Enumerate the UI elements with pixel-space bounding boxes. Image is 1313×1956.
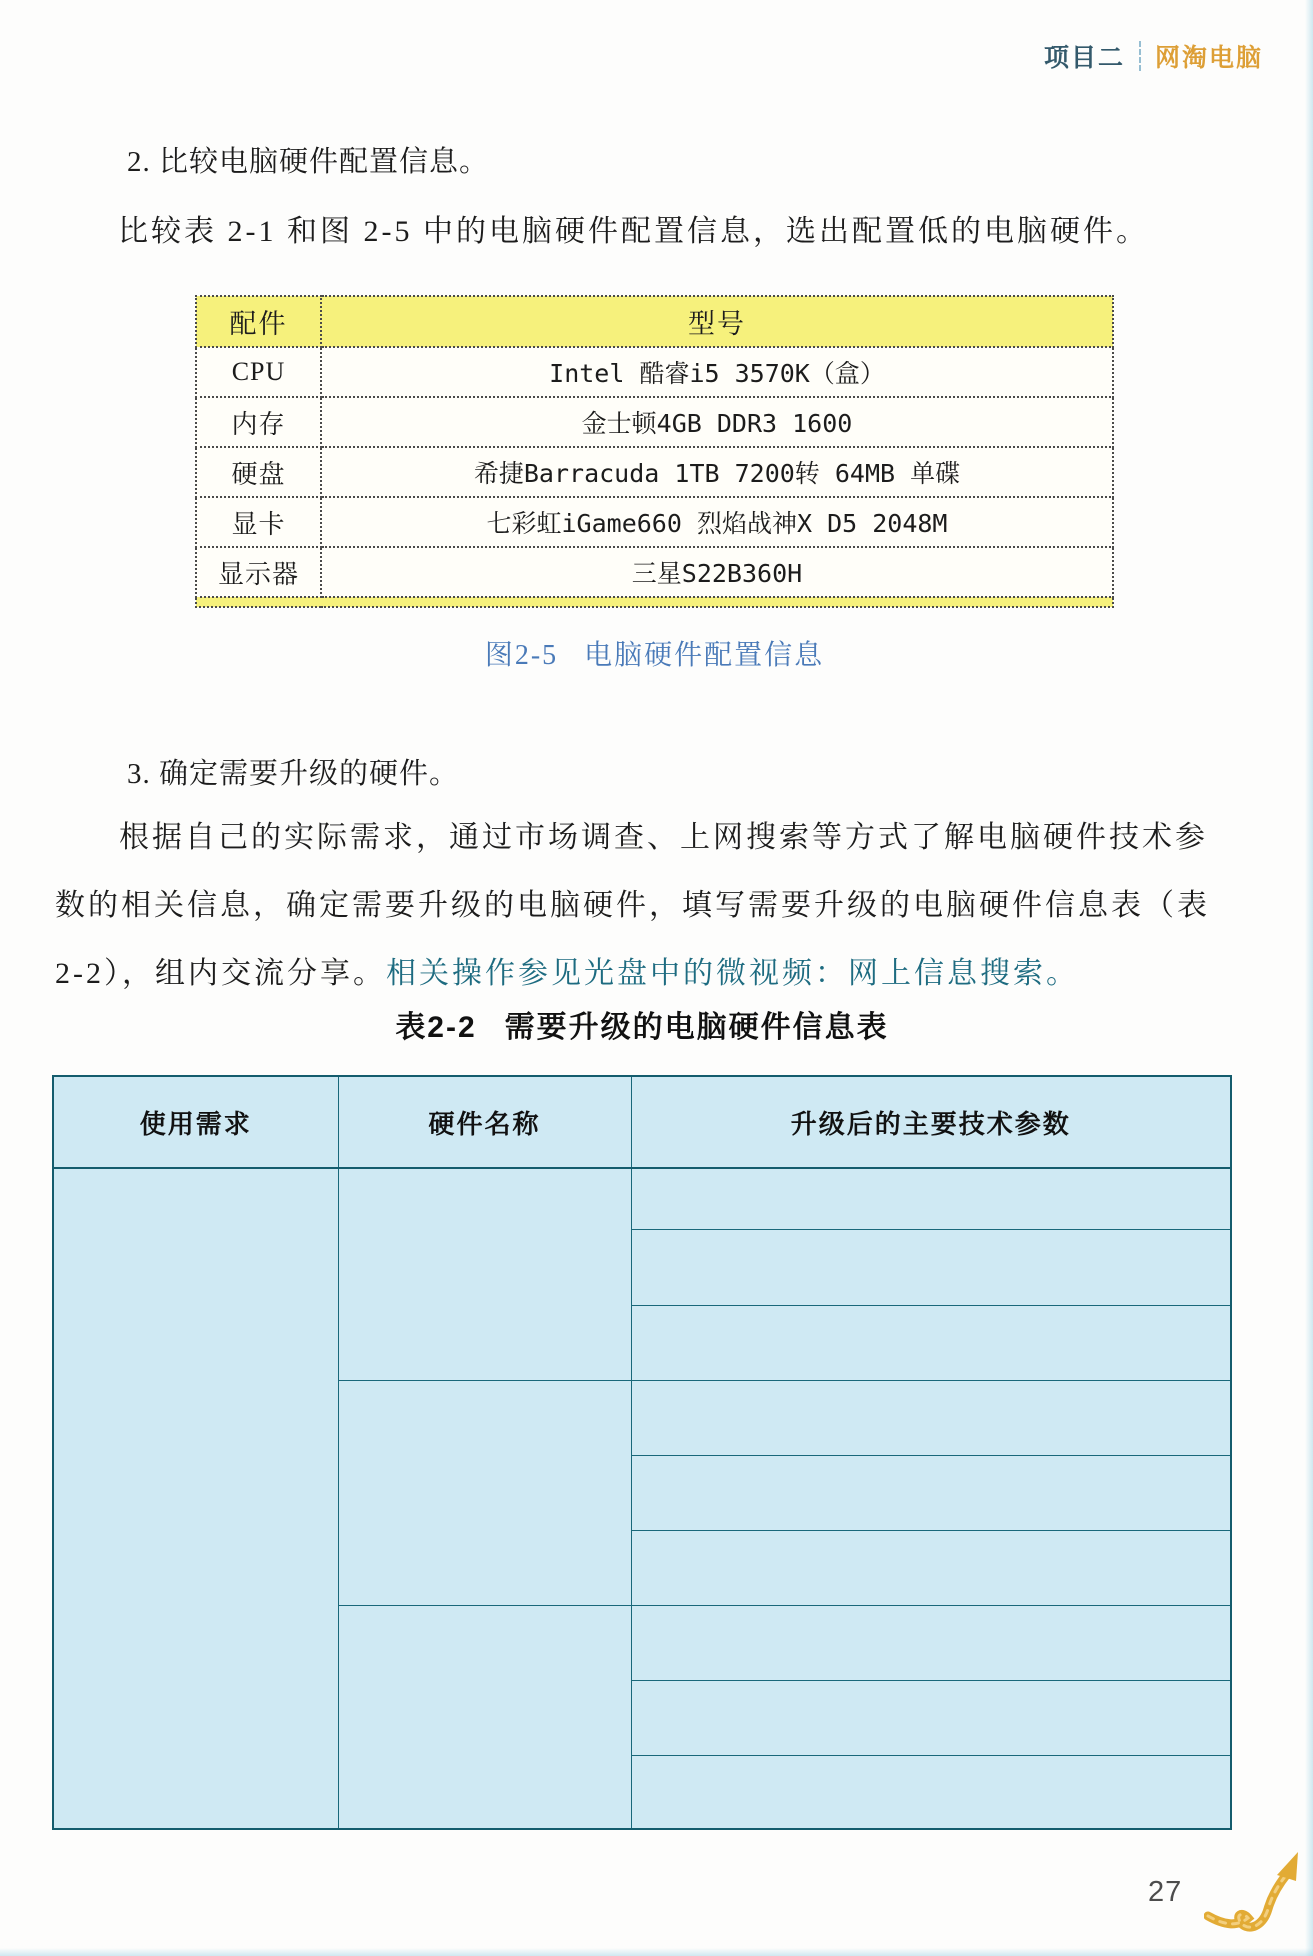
table-2-2-title	[52, 1002, 1232, 1046]
model-cell: 希捷Barracuda 1TB 7200转 64MB 单碟	[321, 447, 1113, 497]
hardware-input-cell	[338, 1168, 631, 1380]
caption-label: 图2-5	[484, 640, 559, 671]
table-row	[196, 397, 1113, 447]
hardware-input-cell	[338, 1380, 631, 1605]
figure-table-header-row	[196, 296, 1113, 347]
video-reference-text: 相关操作参见光盘中的微视频：网上信息搜索。	[386, 957, 1079, 990]
part-cell: 显示器	[196, 547, 321, 597]
usage-input-cell	[53, 1168, 338, 1829]
model-cell: 三星S22B360H	[321, 547, 1113, 597]
hardware-input-cell	[338, 1605, 631, 1829]
paragraph-line: 根据自己的实际需求，通过市场调查、上网搜索等方式了解电脑硬件技术参	[119, 821, 1208, 854]
param-input-cell	[631, 1305, 1231, 1380]
model-header-cell: 型号	[321, 296, 1113, 347]
model-cell: 金士顿4GB DDR3 1600	[321, 397, 1113, 447]
table-bottom-strip-cell	[196, 597, 1113, 607]
part-cell: 显卡	[196, 497, 321, 547]
table-2-2	[52, 1075, 1232, 1830]
table-row	[196, 347, 1113, 397]
page-number: 27	[1148, 1876, 1183, 1908]
table-row	[196, 547, 1113, 597]
project-label: 项目二	[1043, 44, 1125, 72]
table-row	[53, 1168, 1231, 1229]
table-bottom-strip	[196, 597, 1113, 607]
part-header-cell: 配件	[196, 296, 321, 347]
title-label: 表2-2	[395, 1011, 477, 1044]
params-header-cell: 升级后的主要技术参数	[631, 1076, 1231, 1168]
param-input-cell	[631, 1605, 1231, 1680]
param-input-cell	[631, 1168, 1231, 1229]
right-edge-tint	[1305, 0, 1313, 1956]
param-input-cell	[631, 1530, 1231, 1605]
model-cell: Intel 酷睿i5 3570K（盒）	[321, 347, 1113, 397]
part-cell: 内存	[196, 397, 321, 447]
param-input-cell	[631, 1455, 1231, 1530]
page-arrow-icon	[1204, 1846, 1304, 1942]
figure-2-5-table	[195, 295, 1114, 608]
paragraph-line	[55, 948, 1250, 992]
model-cell: 七彩虹iGame660 烈焰战神X D5 2048M	[321, 497, 1113, 547]
paragraph-line-text: 2-2），组内交流分享。	[55, 957, 386, 990]
param-input-cell	[631, 1680, 1231, 1755]
param-input-cell	[631, 1229, 1231, 1305]
header-divider	[1139, 41, 1141, 71]
caption-text: 电脑硬件配置信息	[584, 640, 825, 671]
running-head	[1044, 38, 1263, 74]
paragraph-line: 数的相关信息，确定需要升级的电脑硬件，填写需要升级的电脑硬件信息表（表	[55, 889, 1210, 922]
bottom-edge-tint	[0, 1948, 1313, 1956]
title-text: 需要升级的电脑硬件信息表	[504, 1011, 889, 1044]
param-input-cell	[631, 1755, 1231, 1829]
table-row	[196, 497, 1113, 547]
usage-header-cell: 使用需求	[53, 1076, 338, 1168]
param-input-cell	[631, 1380, 1231, 1455]
part-cell: CPU	[196, 347, 321, 397]
upgrade-table-header-row	[53, 1076, 1231, 1168]
chapter-title: 网淘电脑	[1154, 44, 1263, 72]
section2-paragraph: 比较表 2-1 和图 2-5 中的电脑硬件配置信息，选出配置低的电脑硬件。	[118, 215, 1149, 248]
section3-heading: 3. 确定需要升级的硬件。	[127, 758, 460, 790]
part-cell: 硬盘	[196, 447, 321, 497]
figure-caption	[195, 633, 1114, 673]
hardware-header-cell: 硬件名称	[338, 1076, 631, 1168]
table-row	[196, 447, 1113, 497]
section2-heading: 2. 比较电脑硬件配置信息。	[127, 146, 490, 178]
